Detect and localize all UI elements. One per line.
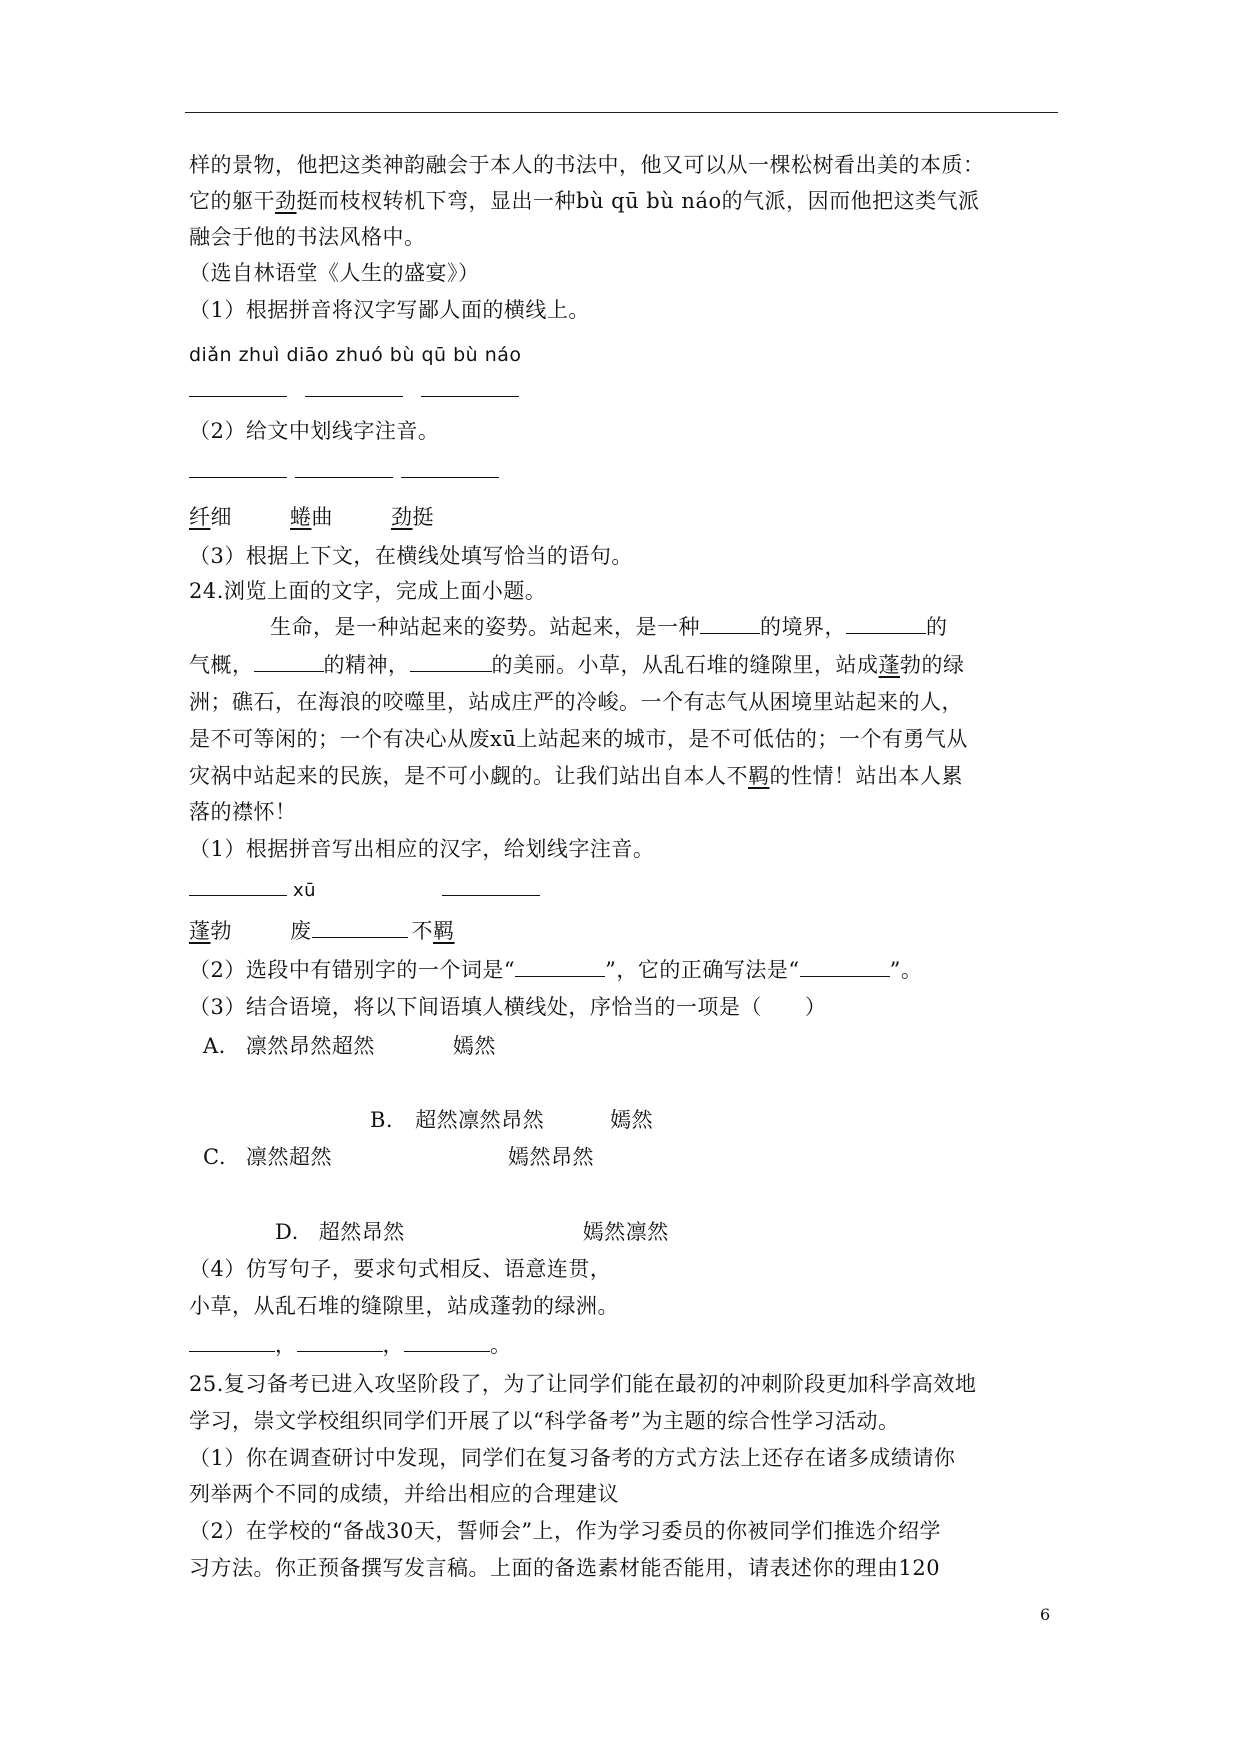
passage-line: 灾祸中站起来的民族，是不可小觑的。让我们站出自本人不羁的性情！站出本人累 [189,764,963,788]
question-line: （3）根据上下文，在横线处填写恰当的语句。 [189,544,633,568]
answer-blanks[interactable] [189,456,499,486]
question-line: 学习，崇文学校组织同学们开展了以“科学备考”为主题的综合性学习活动。 [189,1409,900,1433]
page-number: 6 [1040,1605,1051,1624]
question-title: 24.浏览上面的文字，完成上面小题。 [189,579,547,603]
example-sentence: 小草，从乱石堆的缝隙里，站成蓬勃的绿洲。 [189,1294,619,1318]
word-row: 纤细 蜷曲 劲挺 [189,505,434,529]
question-line: 25.复习备考已进入攻坚阶段了，为了让同学们能在最初的冲刺阶段更加科学高效地 [189,1372,977,1396]
question-line: （2）在学校的“备战30天，誓师会”上，作为学习委员的你被同学们推选介绍学 [189,1519,942,1543]
header-rule [185,112,1058,113]
question-line: （1）根据拼音写出相应的汉字，给划线字注音。 [189,837,655,861]
source-line: （选自林语堂《人生的盛宴》） [189,261,480,285]
passage-line: 融会于他的书法风格中。 [189,225,426,249]
question-line: 列举两个不同的成绩，并给出相应的合理建议 [189,1482,619,1506]
passage-line: 是不可等闲的；一个有决心从废xū上站起来的城市，是不可低估的；一个有勇气从 [189,727,968,751]
question-line: （1）根据拼音将汉字写鄙人面的横线上。 [189,298,590,322]
option-a[interactable]: A. 凛然昂然超然 嫣然 [203,1034,496,1058]
passage-line: 洲；礁石，在海浪的咬噬里，站成庄严的冷峻。一个有志气从困境里站起来的人， [189,690,963,714]
question-line: （4）仿写句子，要求句式相反、语意连贯， [189,1257,612,1281]
underlined-char: 劲 [275,189,297,213]
question-line: （2）给文中划线字注音。 [189,419,440,443]
passage-line: 样的景物，他把这类神韵融会于本人的书法中，他又可以从一棵松树看出美的本质： [189,153,985,177]
passage-line: 气概， 的精神， 的美丽。小草，从乱石堆的缝隙里，站成蓬勃的绿 [189,653,965,677]
word-row: 蓬勃 废 不羁 [189,919,455,943]
option-b[interactable]: B. 超然凛然昂然 嫣然 [370,1108,654,1132]
passage-line: 生命，是一种站起来的姿势。站起来，是一种 的境界， 的 [270,615,948,639]
answer-blanks[interactable]: xū [189,874,540,906]
question-line: （3）结合语境，将以下间语填人横线处，序恰当的一项是（ ） [189,995,827,1019]
pinyin-line: diǎn zhuì diāo zhuó bù qū bù náo [189,344,522,366]
option-d[interactable]: D. 超然昂然 嫣然凛然 [275,1220,669,1244]
passage-line: 落的襟怀！ [189,800,297,824]
answer-blanks[interactable]: ， ， 。 [189,1330,512,1360]
option-c[interactable]: C. 凛然超然 嫣然昂然 [203,1145,594,1169]
answer-blanks[interactable] [189,375,519,405]
question-line: （2）选段中有错别字的一个词是“ ”，它的正确写法是“ ”。 [189,958,923,982]
question-line: 习方法。你正预备撰写发言稿。上面的备选素材能否能用，请表述你的理由120 [189,1556,941,1580]
question-line: （1）你在调查研讨中发现，同学们在复习备考的方式方法上还存在诸多成绩请你 [189,1446,956,1470]
passage-line: 它的躯干劲挺而枝杈转机下弯，显出一种bù qū bù náo的气派，因而他把这类气派 [189,189,980,213]
